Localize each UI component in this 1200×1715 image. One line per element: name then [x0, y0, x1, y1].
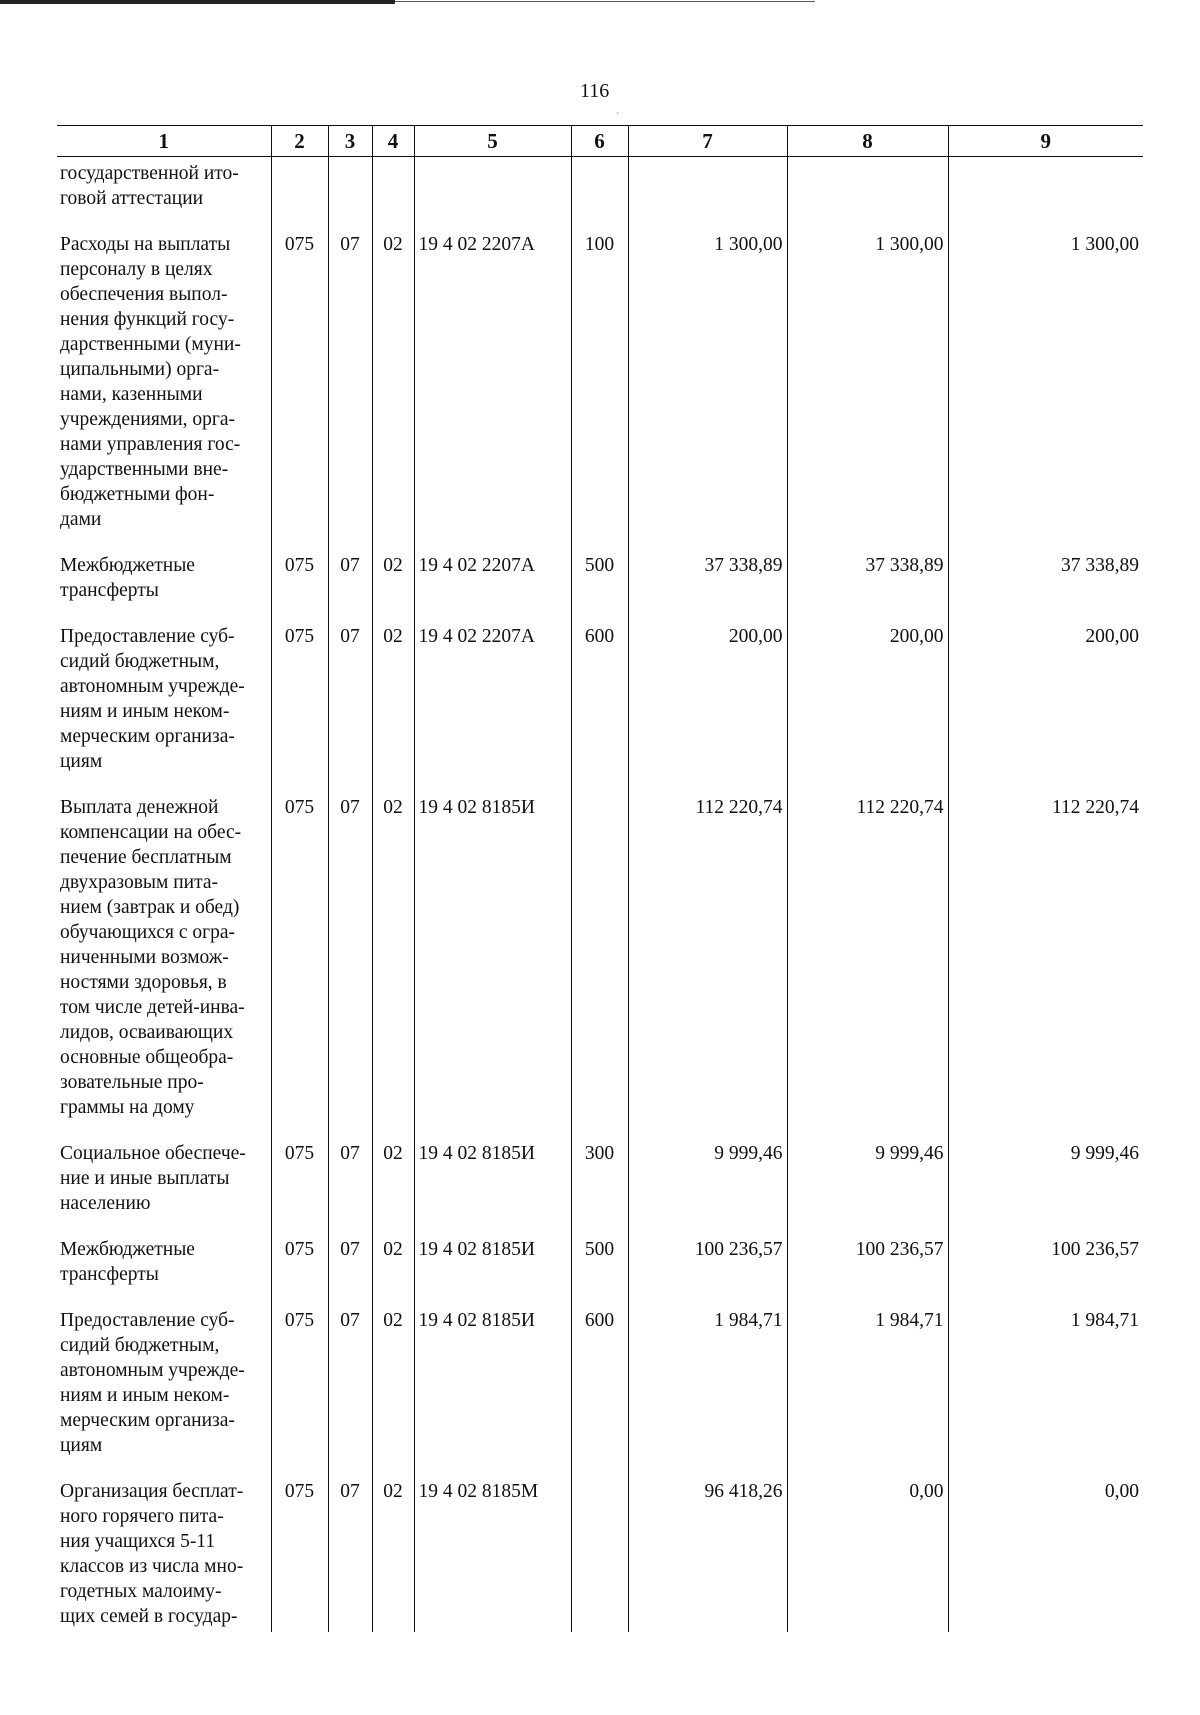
amount-col9-cell: 1 300,00 [948, 232, 1143, 553]
column-header: 2 [271, 126, 328, 157]
item-name-cell [57, 1141, 271, 1237]
column-header: 1 [57, 126, 271, 157]
item-name-line: сидий бюджетным, [60, 651, 220, 672]
table-body [57, 157, 1143, 1633]
scan-edge [0, 0, 395, 4]
target-item-cell: 19 4 02 2207А [414, 624, 571, 795]
account-code-cell: 075 [271, 1237, 328, 1308]
column-header: 9 [948, 126, 1143, 157]
item-name-line: сидий бюджетным, [60, 1335, 220, 1356]
item-name-line: компенсации на обес- [60, 822, 242, 843]
column-header: 8 [787, 126, 948, 157]
item-name-line: мерческим организа- [60, 726, 235, 747]
item-name-line: государственной ито- [60, 163, 239, 184]
amount-col7-cell: 200,00 [628, 624, 787, 795]
amount-col8-cell: 37 338,89 [787, 553, 948, 624]
table-row [57, 1308, 1143, 1479]
item-name-line: Выплата денежной [60, 797, 219, 818]
column-header: 4 [372, 126, 414, 157]
section-cell: 07 [328, 1479, 372, 1632]
item-name-line: населению [60, 1193, 151, 1214]
section-cell: 07 [328, 624, 372, 795]
item-name-line: нами управления гос- [60, 434, 241, 455]
amount-col7-cell: 112 220,74 [628, 795, 787, 1141]
item-name-cell [57, 157, 271, 233]
item-name-line: Расходы на выплаты [60, 234, 231, 255]
table-row [57, 1141, 1143, 1237]
account-code-cell: 075 [271, 1308, 328, 1479]
section-cell: 07 [328, 795, 372, 1141]
target-item-cell [414, 157, 571, 233]
account-code-cell: 075 [271, 232, 328, 553]
item-name-line: Социальное обеспече- [60, 1143, 246, 1164]
amount-col9-cell: 0,00 [948, 1479, 1143, 1632]
amount-col9-cell: 1 984,71 [948, 1308, 1143, 1479]
section-cell: 07 [328, 1141, 372, 1237]
amount-col8-cell: 1 300,00 [787, 232, 948, 553]
expense-type-cell: 600 [571, 1308, 628, 1479]
expense-type-cell: 500 [571, 553, 628, 624]
account-code-cell [271, 157, 328, 233]
amount-col7-cell: 1 300,00 [628, 232, 787, 553]
expense-type-cell [571, 795, 628, 1141]
amount-col8-cell [787, 157, 948, 233]
amount-col8-cell: 200,00 [787, 624, 948, 795]
column-header: 3 [328, 126, 372, 157]
amount-col9-cell: 200,00 [948, 624, 1143, 795]
item-name-line: нами, казенными [60, 384, 203, 405]
section-cell: 07 [328, 553, 372, 624]
target-item-cell: 19 4 02 8185М [414, 1479, 571, 1632]
expense-type-cell: 500 [571, 1237, 628, 1308]
budget-table [57, 125, 1143, 1632]
subsection-cell: 02 [372, 795, 414, 1141]
item-name-line: лидов, осваивающих [60, 1022, 234, 1043]
item-name-line: мерческим организа- [60, 1410, 235, 1431]
table-row [57, 157, 1143, 233]
page-number: 116 [580, 80, 610, 102]
amount-col9-cell: 112 220,74 [948, 795, 1143, 1141]
section-cell: 07 [328, 1308, 372, 1479]
expense-type-cell [571, 157, 628, 233]
subsection-cell: 02 [372, 553, 414, 624]
amount-col7-cell: 9 999,46 [628, 1141, 787, 1237]
amount-col8-cell: 1 984,71 [787, 1308, 948, 1479]
item-name-line: том числе детей-инва- [60, 997, 245, 1018]
table-row [57, 232, 1143, 553]
amount-col8-cell: 112 220,74 [787, 795, 948, 1141]
amount-col9-cell: 37 338,89 [948, 553, 1143, 624]
item-name-line: учреждениями, орга- [60, 409, 236, 430]
expense-type-cell [571, 1479, 628, 1632]
section-cell: 07 [328, 232, 372, 553]
target-item-cell: 19 4 02 2207А [414, 232, 571, 553]
amount-col7-cell: 100 236,57 [628, 1237, 787, 1308]
item-name-cell [57, 624, 271, 795]
amount-col9-cell [948, 157, 1143, 233]
item-name-line: автономным учрежде- [60, 1360, 245, 1381]
item-name-line: трансферты [60, 1264, 159, 1285]
amount-col9-cell: 100 236,57 [948, 1237, 1143, 1308]
amount-col8-cell: 100 236,57 [787, 1237, 948, 1308]
expense-type-cell: 300 [571, 1141, 628, 1237]
table-row [57, 1479, 1143, 1632]
subsection-cell: 02 [372, 1479, 414, 1632]
table-row [57, 624, 1143, 795]
subsection-cell: 02 [372, 1141, 414, 1237]
column-header: 6 [571, 126, 628, 157]
item-name-cell [57, 1308, 271, 1479]
amount-col7-cell: 96 418,26 [628, 1479, 787, 1632]
scan-mark: ˋ [616, 112, 620, 123]
item-name-line: обеспечения выпол- [60, 284, 228, 305]
item-name-line: говой аттестации [60, 188, 204, 209]
item-name-line: обучающихся с огра- [60, 922, 236, 943]
target-item-cell: 19 4 02 8185И [414, 795, 571, 1141]
column-header: 5 [414, 126, 571, 157]
item-name-line: ностями здоровья, в [60, 972, 227, 993]
item-name-line: циям [60, 1435, 103, 1456]
item-name-cell [57, 1479, 271, 1632]
header-row [57, 126, 1143, 157]
item-name-line: Организация бесплат- [60, 1481, 244, 1502]
table-row [57, 553, 1143, 624]
expense-type-cell: 600 [571, 624, 628, 795]
item-name-line: бюджетными фон- [60, 484, 215, 505]
account-code-cell: 075 [271, 795, 328, 1141]
item-name-line: Предоставление суб- [60, 626, 235, 647]
amount-col7-cell: 1 984,71 [628, 1308, 787, 1479]
subsection-cell: 02 [372, 232, 414, 553]
item-name-line: циям [60, 751, 103, 772]
subsection-cell: 02 [372, 1308, 414, 1479]
amount-col7-cell [628, 157, 787, 233]
item-name-line: печение бесплатным [60, 847, 232, 868]
account-code-cell: 075 [271, 1141, 328, 1237]
item-name-line: персоналу в целях [60, 259, 213, 280]
item-name-line: ниченными возмож- [60, 947, 229, 968]
item-name-line: автономным учрежде- [60, 676, 245, 697]
subsection-cell: 02 [372, 1237, 414, 1308]
amount-col8-cell: 0,00 [787, 1479, 948, 1632]
target-item-cell: 19 4 02 8185И [414, 1141, 571, 1237]
item-name-cell [57, 795, 271, 1141]
amount-col8-cell: 9 999,46 [787, 1141, 948, 1237]
item-name-line: классов из числа мно- [60, 1556, 244, 1577]
target-item-cell: 19 4 02 8185И [414, 1308, 571, 1479]
item-name-cell [57, 553, 271, 624]
subsection-cell [372, 157, 414, 233]
item-name-line: нием (завтрак и обед) [60, 897, 240, 918]
subsection-cell: 02 [372, 624, 414, 795]
item-name-line: ного горячего пита- [60, 1506, 224, 1527]
section-cell: 07 [328, 1237, 372, 1308]
item-name-line: годетных малоиму- [60, 1581, 222, 1602]
item-name-line: Предоставление суб- [60, 1310, 235, 1331]
item-name-line: нения функций госу- [60, 309, 235, 330]
item-name-line: ципальными) орга- [60, 359, 220, 380]
amount-col9-cell: 9 999,46 [948, 1141, 1143, 1237]
item-name-line: граммы на дому [60, 1097, 195, 1118]
item-name-cell [57, 232, 271, 553]
item-name-line: ударственными вне- [60, 459, 229, 480]
expense-type-cell: 100 [571, 232, 628, 553]
item-name-line: ниям и иным неком- [60, 701, 230, 722]
table-row [57, 795, 1143, 1141]
item-name-line: дами [60, 509, 102, 530]
account-code-cell: 075 [271, 1479, 328, 1632]
item-name-line: ние и иные выплаты [60, 1168, 230, 1189]
target-item-cell: 19 4 02 8185И [414, 1237, 571, 1308]
item-name-line: дарственными (муни- [60, 334, 241, 355]
item-name-line: щих семей в государ- [60, 1606, 238, 1627]
item-name-cell [57, 1237, 271, 1308]
item-name-line: трансферты [60, 580, 159, 601]
account-code-cell: 075 [271, 553, 328, 624]
target-item-cell: 19 4 02 2207А [414, 553, 571, 624]
item-name-line: ния учащихся 5-11 [60, 1531, 216, 1552]
item-name-line: Межбюджетные [60, 1239, 195, 1260]
item-name-line: ниям и иным неком- [60, 1385, 230, 1406]
table-row [57, 1237, 1143, 1308]
account-code-cell: 075 [271, 624, 328, 795]
item-name-line: зовательные про- [60, 1072, 204, 1093]
section-cell [328, 157, 372, 233]
item-name-line: Межбюджетные [60, 555, 195, 576]
item-name-line: двухразовым пита- [60, 872, 219, 893]
column-header: 7 [628, 126, 787, 157]
amount-col7-cell: 37 338,89 [628, 553, 787, 624]
item-name-line: основные общеобра- [60, 1047, 234, 1068]
scan-edge-line [395, 1, 815, 2]
